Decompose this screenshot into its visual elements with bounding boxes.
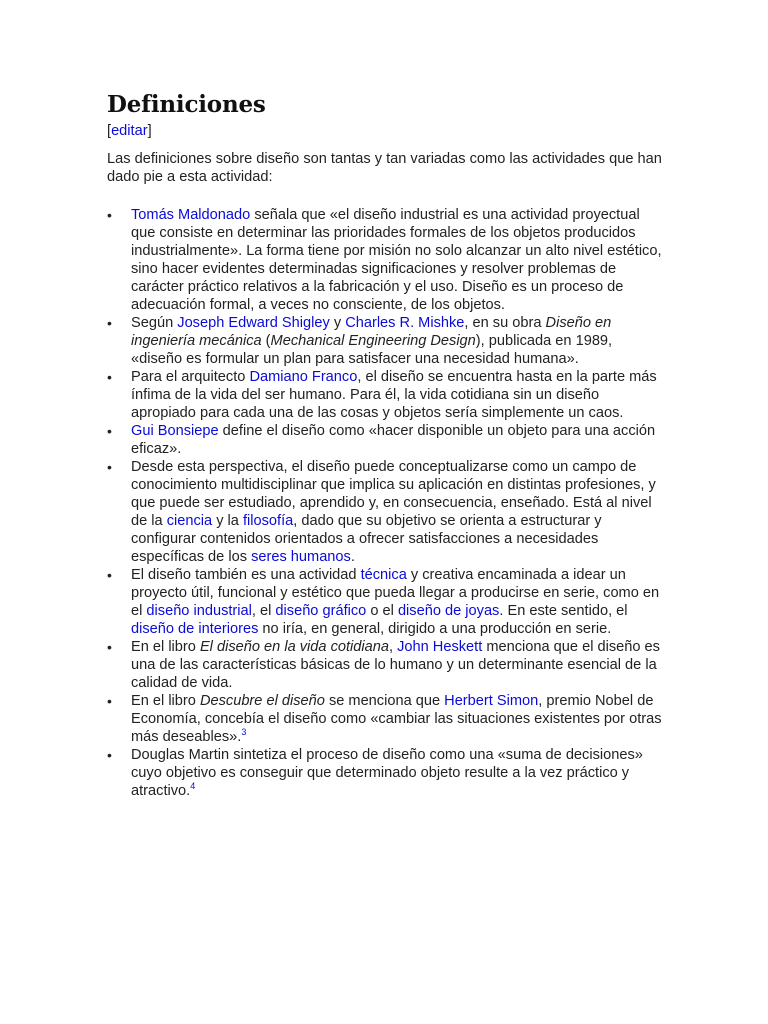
edit-section-link-wrapper	[107, 122, 663, 140]
link-tecnica[interactable]: técnica	[360, 567, 407, 583]
item-text: Desde esta perspectiva, el diseño puede conceptualizarse como un campo de conocimiento multidisciplinar que implica su aplicación en distintas profesiones, y que puede ser estudiado, aprendido y, en consecuencia, enseñado. Está al nivel de la	[131, 459, 656, 529]
link-diseno-grafico[interactable]: diseño gráfico	[275, 603, 367, 619]
bracket-open: [	[107, 123, 112, 139]
item-text: y la	[212, 513, 243, 529]
list-item	[107, 206, 663, 314]
item-text: Para el arquitecto	[131, 369, 250, 385]
link-diseno-de-interiores[interactable]: diseño de interiores	[131, 621, 259, 637]
link-damiano-franco[interactable]: Damiano Franco	[249, 369, 358, 385]
link-joseph-edward-shigley[interactable]: Joseph Edward Shigley	[177, 315, 330, 331]
list-item	[107, 566, 663, 638]
item-text: menciona que el diseño es una de las características básicas de lo humano y un determinante esencial de la calidad de vida.	[131, 639, 660, 691]
bullet-icon: •	[107, 693, 112, 709]
item-text: .	[350, 549, 355, 565]
item-text: señala que «el diseño industrial es una actividad proyectual que consiste en determinar las prioridades formales de los objetos producidos industrialmente». La forma tiene por misión no solo alcanzar un alto nivel estético, sino hacer evidentes determinadas significaciones y resolver problemas de carácter práctico relativos a la fabricación y el uso. Diseño es un proceso de adecuación formal, a veces no consciente, de los objetos.	[131, 207, 662, 313]
bullet-icon: •	[107, 747, 112, 763]
link-filosofia[interactable]: filosofía	[242, 513, 294, 529]
item-text: Douglas Martin sintetiza el proceso de diseño como una «suma de decisiones» cuyo objetivo es conseguir que determinado objeto resulte a la vez práctico y atractivo.	[131, 747, 643, 799]
list-item	[107, 692, 663, 746]
link-john-heskett[interactable]: John Heskett	[397, 639, 483, 655]
article-section	[107, 90, 663, 800]
bullet-icon: •	[107, 315, 112, 331]
link-seres-humanos[interactable]: seres humanos	[251, 549, 351, 565]
link-diseno-industrial[interactable]: diseño industrial	[146, 603, 252, 619]
book-title-original: Mechanical Engineering Design	[270, 333, 476, 349]
bullet-icon: •	[107, 567, 112, 583]
list-item	[107, 638, 663, 692]
list-item	[107, 746, 663, 800]
item-text: ), publicada en 1989, «diseño es formular un plan para satisfacer una necesidad humana».	[131, 333, 613, 367]
book-title: El diseño en la vida cotidiana	[199, 639, 389, 655]
link-charles-mishke[interactable]: Charles R. Mishke	[345, 315, 465, 331]
book-title: Diseño en ingeniería mecánica	[131, 315, 612, 349]
link-ciencia[interactable]: ciencia	[166, 513, 213, 529]
item-text: se menciona que	[324, 693, 445, 709]
item-text: o el	[366, 603, 398, 619]
edit-section-link[interactable]: editar	[111, 123, 148, 139]
definitions-list	[107, 206, 663, 800]
link-diseno-de-joyas[interactable]: diseño de joyas	[397, 603, 500, 619]
item-text: y	[329, 315, 346, 331]
list-item	[107, 422, 663, 458]
bullet-icon: •	[107, 423, 112, 439]
bullet-icon: •	[107, 207, 112, 223]
item-text: y creativa encaminada a idear un proyecto útil, funcional y estético que pueda llegar a producirse en serie, como en el	[131, 567, 660, 619]
item-text: En el libro	[131, 639, 200, 655]
item-text: El diseño también es una actividad	[131, 567, 361, 583]
item-text: , el diseño se encuentra hasta en la parte más ínfima de la vida del ser humano. Para él, la vida cotidiana sin un diseño apropiado para cada una de las cosas y objetos sería simplemente un caos.	[131, 369, 657, 421]
link-herbert-simon[interactable]: Herbert Simon	[444, 693, 539, 709]
item-text: En el libro	[131, 693, 200, 709]
item-text: , en su obra	[464, 315, 546, 331]
item-text: (	[261, 333, 271, 349]
item-text: define el diseño como «hacer disponible un objeto para una acción eficaz».	[131, 423, 656, 457]
link-tomas-maldonado[interactable]: Tomás Maldonado	[131, 207, 251, 223]
reference-4[interactable]: 4	[190, 781, 196, 791]
item-text: ,	[389, 639, 398, 655]
list-item	[107, 458, 663, 566]
book-title: Descubre el diseño	[199, 693, 325, 709]
bullet-icon: •	[107, 639, 112, 655]
item-text: . En este sentido, el	[499, 603, 628, 619]
intro-paragraph: Las definiciones sobre diseño son tantas y tan variadas como las actividades que han dado pie a esta actividad:	[107, 151, 662, 185]
bullet-icon: •	[107, 459, 112, 475]
item-text: , el	[251, 603, 276, 619]
item-text: Según	[131, 315, 178, 331]
reference-3[interactable]: 3	[241, 727, 247, 737]
item-text: no iría, en general, dirigido a una producción en serie.	[258, 621, 612, 637]
list-item	[107, 368, 663, 422]
item-text: , dado que su objetivo se orienta a estructurar y configurar contenidos orientados a ofrecer satisfacciones a necesidades específicas de los	[131, 513, 602, 565]
bullet-icon: •	[107, 369, 112, 385]
bracket-close: ]	[147, 123, 152, 139]
list-item	[107, 314, 663, 368]
section-heading: Definiciones	[107, 91, 266, 118]
link-gui-bonsiepe[interactable]: Gui Bonsiepe	[131, 423, 219, 439]
item-text: , premio Nobel de Economía, concebía el diseño como «cambiar las situaciones existentes por otras más deseables».	[131, 693, 662, 745]
